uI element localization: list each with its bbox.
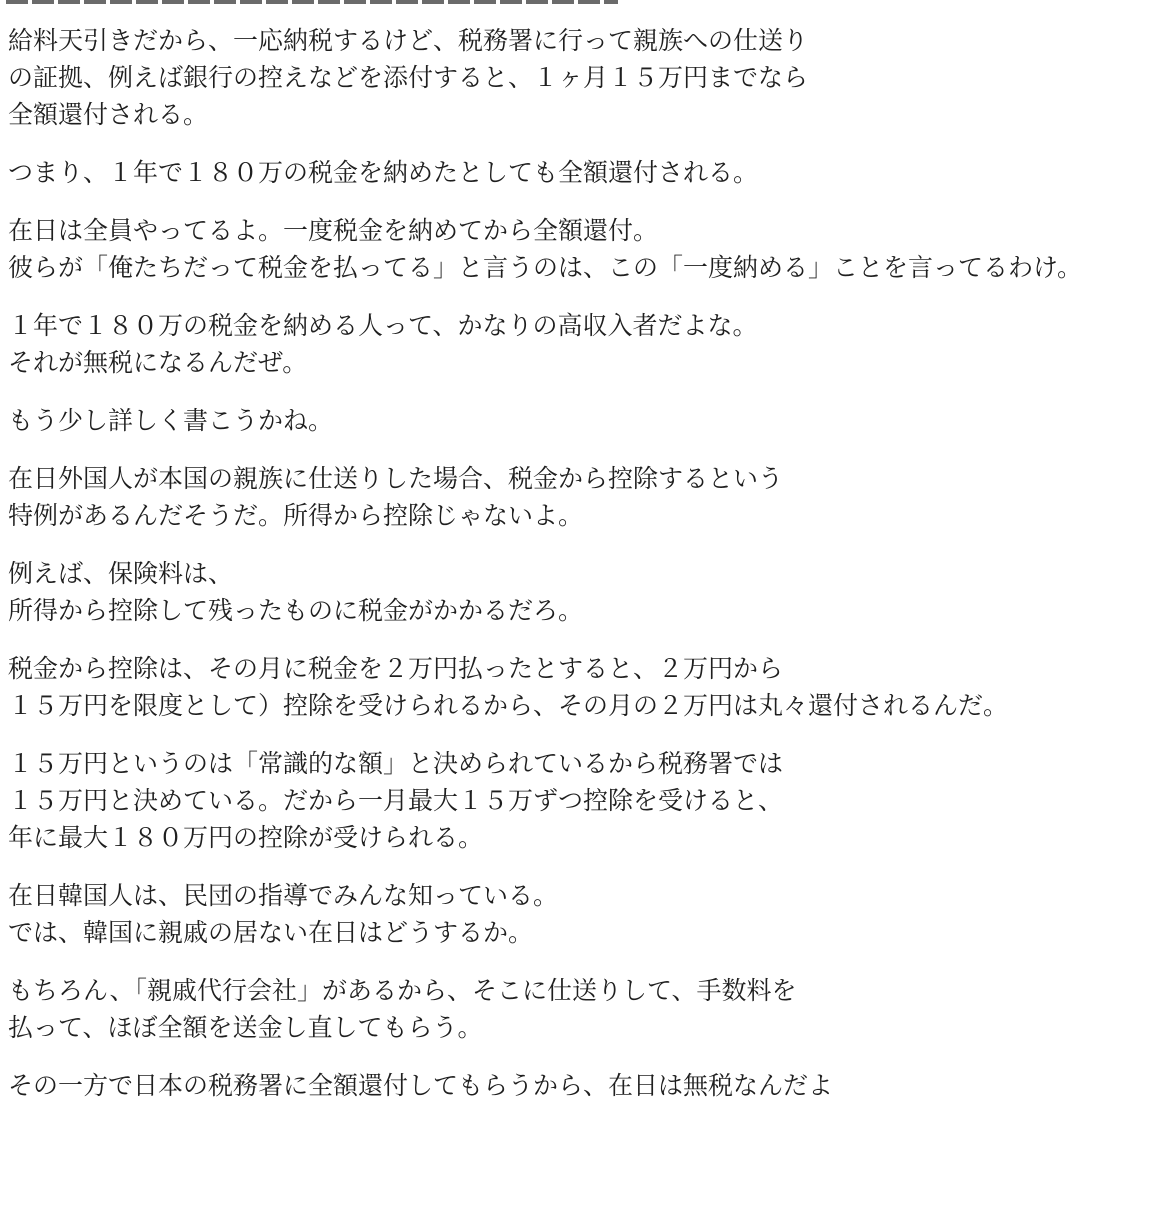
paragraph [8, 212, 1168, 286]
text-line: それが無税になるんだぜ。 [8, 348, 308, 377]
document-body [8, 22, 1168, 1125]
paragraph [8, 972, 1168, 1046]
text-line: １５万円と決めている。だから一月最大１５万ずつ控除を受けると、 [8, 786, 784, 815]
text-line: その一方で日本の税務署に全額還付してもらうから、在日は無税なんだよ [8, 1071, 834, 1100]
text-line: つまり、１年で１８０万の税金を納めたとしても全額還付される。 [8, 158, 759, 187]
text-line: もちろん、「親戚代行会社」があるから、そこに仕送りして、手数料を [8, 976, 797, 1005]
text-line: 所得から控除して残ったものに税金がかかるだろ。 [8, 596, 584, 625]
text-line: の証拠、例えば銀行の控えなどを添付すると、１ヶ月１５万円までなら [8, 63, 809, 92]
text-line: 給料天引きだから、一応納税するけど、税務署に行って親族への仕送り [8, 26, 809, 55]
text-line: 年に最大１８０万円の控除が受けられる。 [8, 823, 484, 852]
text-line: 例えば、保険料は、 [8, 559, 234, 588]
text-line: １５万円を限度として）控除を受けられるから、その月の２万円は丸々還付されるんだ。 [8, 691, 1009, 720]
paragraph [8, 307, 1168, 381]
text-line: 特例があるんだそうだ。所得から控除じゃないよ。 [8, 501, 584, 530]
paragraph [8, 745, 1168, 856]
paragraph [8, 22, 1168, 133]
text-line: 在日韓国人は、民団の指導でみんな知っている。 [8, 881, 559, 910]
cropped-top-text [6, 0, 618, 4]
paragraph [8, 1067, 1168, 1104]
text-line: 在日外国人が本国の親族に仕送りした場合、税金から控除するという [8, 464, 784, 493]
text-line: 全額還付される。 [8, 100, 209, 129]
text-line: 税金から控除は、その月に税金を２万円払ったとすると、２万円から [8, 654, 784, 683]
text-line: 彼らが「俺たちだって税金を払ってる」と言うのは、この「一度納める」ことを言ってるわけ。 [8, 253, 1083, 282]
text-line: １年で１８０万の税金を納める人って、かなりの高収入者だよな。 [8, 311, 758, 340]
text-line: では、韓国に親戚の居ない在日はどうするか。 [8, 918, 534, 947]
text-line: もう少し詳しく書こうかね。 [8, 406, 334, 435]
text-line: １５万円というのは「常識的な額」と決められているから税務署では [8, 749, 784, 778]
paragraph [8, 650, 1168, 724]
paragraph [8, 877, 1168, 951]
paragraph [8, 154, 1168, 191]
paragraph [8, 402, 1168, 439]
text-line: 払って、ほぼ全額を送金し直してもらう。 [8, 1013, 483, 1042]
paragraph [8, 460, 1168, 534]
paragraph [8, 555, 1168, 629]
text-line: 在日は全員やってるよ。一度税金を納めてから全額還付。 [8, 216, 659, 245]
